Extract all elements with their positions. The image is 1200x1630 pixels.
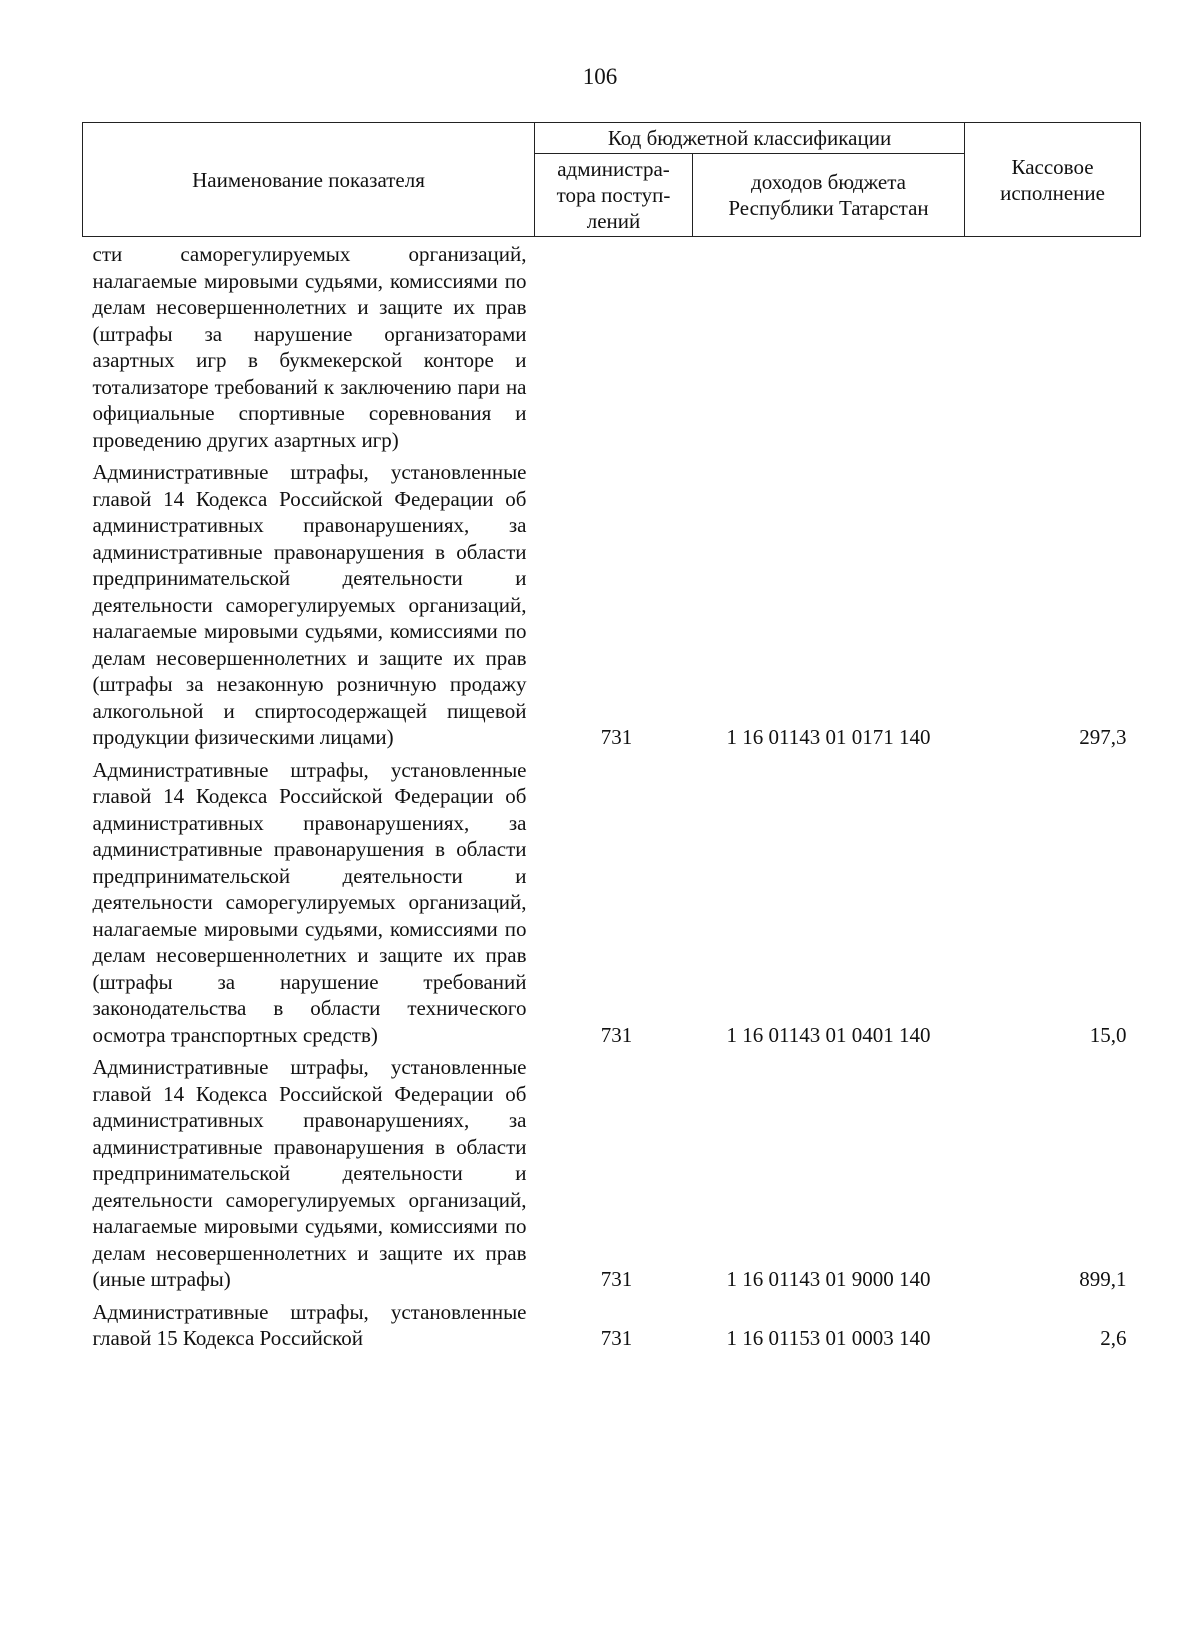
table-body — [83, 237, 1141, 1358]
header-exec: Кассовое исполнение — [965, 123, 1141, 237]
row-name: Административные штрафы, установленные главой 14 Кодекса Российской Федерации об административных правонарушениях, за административные правонарушения в области предпринимательской деятельности и деятельности саморегулируемых организаций, налагаемые мировыми судьями, комиссиями по делам несовершеннолетних и защите их прав (штрафы за незаконную розничную продажу алкогольной и спиртосодержащей пищевой продукции физическими лицами) — [92, 460, 527, 749]
header-group: Код бюджетной классификации — [535, 123, 965, 154]
header-name: Наименование показателя — [83, 123, 535, 237]
row-admin: 731 — [600, 1022, 633, 1047]
table-row — [83, 237, 1141, 460]
row-code: 1 16 01153 01 0003 140 — [726, 1326, 931, 1350]
row-code: 1 16 01143 01 9000 140 — [726, 1267, 931, 1291]
row-admin: 731 — [600, 725, 633, 749]
row-admin: 731 — [600, 1326, 633, 1350]
row-amount: 15,0 — [1089, 1022, 1127, 1047]
table-row — [83, 1299, 1141, 1358]
row-amount: 899,1 — [1079, 1267, 1127, 1291]
page-number: 106 — [582, 64, 618, 89]
header-income: доходов бюджета Республики Татарстан — [693, 154, 965, 237]
row-code: 1 16 01143 01 0401 140 — [726, 1022, 931, 1047]
row-name: Административные штрафы, установленные главой 14 Кодекса Российской Федерации об административных правонарушениях, за административные правонарушения в области предпринимательской деятельности и деятельности саморегулируемых организаций, налагаемые мировыми судьями, комиссиями по делам несовершеннолетних и защите их прав (штрафы за нарушение требований законодательства в области технического осмотра транспортных средств) — [92, 757, 527, 1047]
row-name: сти саморегулируемых организаций, налагаемые мировыми судьями, комиссиями по делам несовершеннолетних и защите их прав (штрафы за нарушение организаторами азартных игр в букмекерской конторе и тотализаторе требований к заключению пари на официальные спортивные соревнования и проведению других азартных игр) — [92, 242, 527, 452]
row-amount — [965, 237, 1141, 460]
row-amount: 2,6 — [1100, 1326, 1127, 1350]
table-header — [83, 123, 1141, 237]
row-name: Административные штрафы, установленные главой 15 Кодекса Российской — [92, 1299, 527, 1350]
budget-table — [82, 122, 1141, 1358]
row-code: 1 16 01143 01 0171 140 — [726, 725, 931, 749]
table-row — [83, 1054, 1141, 1299]
row-code — [693, 237, 965, 460]
header-admin: администра-тора поступ-лений — [535, 154, 693, 237]
row-admin — [535, 237, 693, 460]
table-row — [83, 757, 1141, 1055]
table-row — [83, 459, 1141, 757]
row-name: Административные штрафы, установленные главой 14 Кодекса Российской Федерации об административных правонарушениях, за административные правонарушения в области предпринимательской деятельности и деятельности саморегулируемых организаций, налагаемые мировыми судьями, комиссиями по делам несовершеннолетних и защите их прав (иные штрафы) — [92, 1055, 527, 1291]
row-admin: 731 — [600, 1267, 633, 1291]
row-amount: 297,3 — [1079, 725, 1127, 749]
